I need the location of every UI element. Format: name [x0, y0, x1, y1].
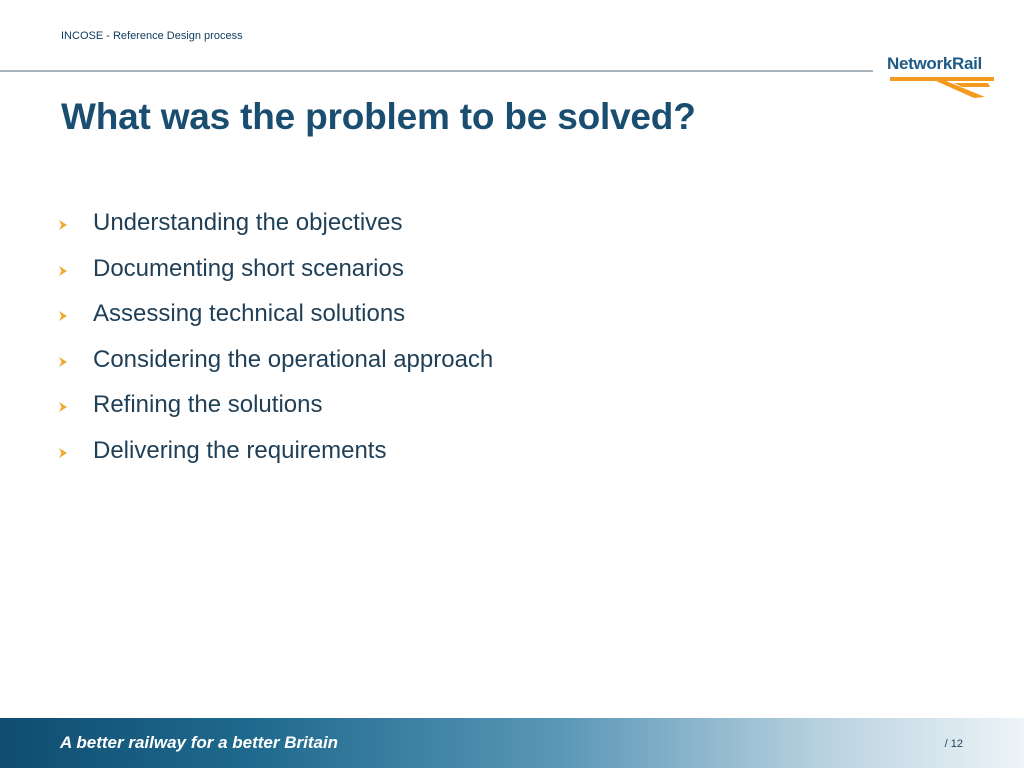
bullet-text: Documenting short scenarios [93, 254, 404, 282]
list-item [0, 205, 900, 251]
header-divider [0, 70, 873, 72]
arrowhead-bullet-icon [59, 448, 67, 458]
arrowhead-bullet-icon [59, 357, 67, 367]
network-rail-logo [884, 53, 998, 99]
header-text: INCOSE - Reference Design process [61, 30, 243, 42]
page-number: / 12 [944, 738, 963, 750]
arrowhead-bullet-icon [59, 220, 67, 230]
bullet-text: Refining the solutions [93, 391, 323, 418]
bullet-text: Considering the operational approach [93, 345, 494, 373]
logo-wordmark: NetworkRail [887, 54, 982, 73]
list-item [0, 342, 900, 388]
arrowhead-bullet-icon [59, 311, 67, 321]
bullet-text: Assessing technical solutions [93, 300, 406, 327]
arrowhead-bullet-icon [59, 266, 67, 276]
list-item [0, 387, 900, 433]
bullet-list [0, 205, 900, 478]
list-item [0, 251, 900, 297]
footer-tagline: A better railway for a better Britain [60, 733, 339, 752]
page-title: What was the problem to be solved? [61, 96, 696, 137]
logo-arrow-icon [884, 53, 998, 99]
bullet-text: Understanding the objectives [93, 209, 403, 236]
bullet-text: Delivering the requirements [93, 436, 387, 464]
footer-banner [0, 718, 1024, 768]
arrowhead-bullet-icon [59, 402, 67, 412]
list-item [0, 433, 900, 479]
list-item [0, 296, 900, 342]
